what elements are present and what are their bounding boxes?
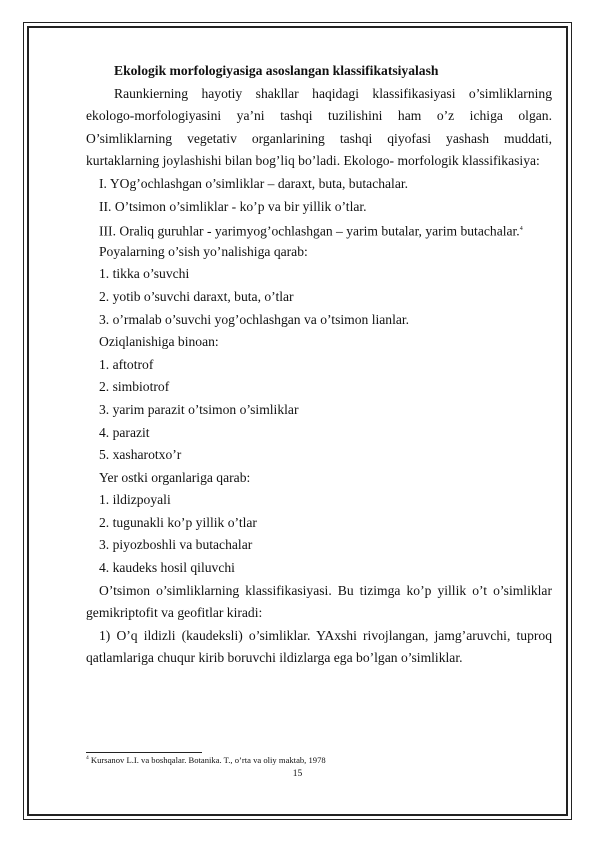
intro-line-3: O’simliklarning vegetativ organlarining tashqi qiyofasi yashash muddati,	[86, 130, 552, 146]
underground-item: 3. piyozboshli va butachalar	[99, 537, 253, 553]
page-number: 15	[292, 769, 303, 779]
nutrition-item: 2. simbiotrof	[99, 379, 170, 395]
group-1: I. YOg’ochlashgan o’simliklar – daraxt, buta, butachalar.	[99, 175, 409, 191]
caudex-para-line-2: qatlamlariga chuqur kirib boruvchi ildizlarga ega bo’lgan o’simliklar.	[86, 650, 463, 666]
nutrition-item: 5. xasharotxo’r	[99, 447, 182, 463]
intro-line-2: ekologo-morfologiyasini ya’ni tashqi tuzilishini ham o’z ichiga olgan.	[86, 108, 552, 124]
underground-heading: Yer ostki organlariga qarab:	[99, 469, 251, 485]
herb-para-line-1: O’tsimon o’simliklarning klassifikasiyasi. Bu tizimga ko’p yillik o’t o’simliklar	[99, 582, 552, 598]
growth-item: 3. o’rmalab o’suvchi yog’ochlashgan va o’tsimon lianlar.	[99, 311, 410, 327]
underground-item: 2. tugunakli ko’p yillik o’tlar	[99, 514, 257, 530]
nutrition-item: 4. parazit	[99, 424, 150, 440]
herb-para-line-2: gemikriptofit va geofitlar kiradi:	[86, 605, 263, 621]
group-3-text: III. Oraliq guruhlar - yarimyog’ochlashgan – yarim butalar, yarim butachalar.	[99, 223, 520, 239]
footnote-separator	[86, 752, 202, 753]
group-2: II. O’tsimon o’simliklar - ko’p va bir yillik o’tlar.	[99, 198, 367, 214]
footnote-reference: 4	[519, 226, 523, 233]
footnote	[86, 755, 326, 765]
growth-heading: Poyalarning o’sish yo’nalishiga qarab:	[99, 243, 308, 259]
growth-item: 2. yotib o’suvchi daraxt, buta, o’tlar	[99, 288, 294, 304]
group-3	[86, 218, 552, 241]
footnote-text: Kursanov L.I. va boshqalar. Botanika. T., o’rta va oliy maktab, 1978	[88, 755, 326, 765]
section-title: Ekologik morfologiyasiga asoslangan klassifikatsiyalash	[114, 63, 439, 78]
nutrition-item: 3. yarim parazit o’tsimon o’simliklar	[99, 401, 299, 417]
underground-item: 1. ildizpoyali	[99, 492, 171, 508]
intro-line-1: Raunkierning hayotiy shakllar haqidagi klassifikasiyasi o’simliklarning	[114, 85, 552, 101]
nutrition-heading: Oziqlanishiga binoan:	[99, 334, 219, 350]
nutrition-item: 1. aftotrof	[99, 356, 154, 372]
underground-item: 4. kaudeks hosil qiluvchi	[99, 560, 235, 576]
caudex-para-line-1: 1) O’q ildizli (kaudeksli) o’simliklar. YAxshi rivojlangan, jamg’aruvchi, tuproq	[99, 627, 552, 643]
page-body	[86, 60, 552, 670]
growth-item: 1. tikka o’suvchi	[99, 266, 190, 282]
intro-line-4: kurtaklarning joylashishi bilan bog’liq bo’ladi. Ekologo- morfologik klassifikasiya:	[86, 153, 540, 169]
footnote-number: 4	[86, 755, 89, 762]
